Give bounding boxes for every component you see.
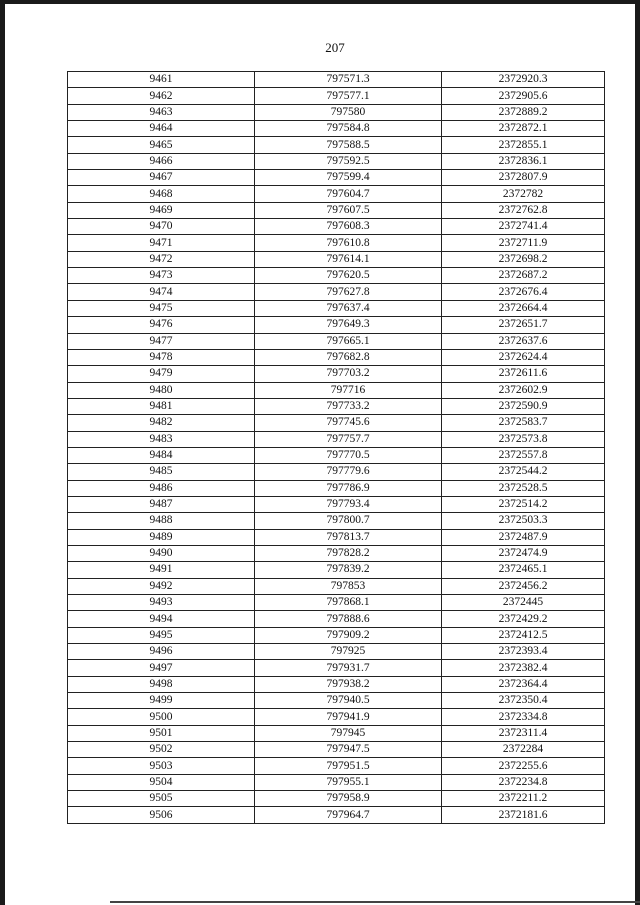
page-number: 207	[325, 40, 345, 55]
y-coordinate-cell: 2372711.9	[442, 235, 605, 251]
y-coordinate-cell: 2372284	[442, 742, 605, 758]
point-number-cell: 9500	[68, 709, 255, 725]
point-number-cell: 9474	[68, 284, 255, 300]
x-coordinate-cell: 797786.9	[255, 480, 442, 496]
y-coordinate-cell: 2372544.2	[442, 464, 605, 480]
y-coordinate-cell: 2372474.9	[442, 545, 605, 561]
table-row	[68, 284, 605, 300]
point-number-cell: 9473	[68, 268, 255, 284]
x-coordinate-cell: 797703.2	[255, 366, 442, 382]
scan-border-left	[0, 0, 5, 905]
y-coordinate-cell: 2372487.9	[442, 529, 605, 545]
x-coordinate-cell: 797940.5	[255, 693, 442, 709]
x-coordinate-cell: 797584.8	[255, 121, 442, 137]
x-coordinate-cell: 797599.4	[255, 170, 442, 186]
y-coordinate-cell: 2372334.8	[442, 709, 605, 725]
table-row	[68, 382, 605, 398]
table-row	[68, 660, 605, 676]
point-number-cell: 9499	[68, 693, 255, 709]
x-coordinate-cell: 797813.7	[255, 529, 442, 545]
x-coordinate-cell: 797682.8	[255, 349, 442, 365]
table-row	[68, 88, 605, 104]
point-number-cell: 9490	[68, 545, 255, 561]
y-coordinate-cell: 2372234.8	[442, 774, 605, 790]
x-coordinate-cell: 797592.5	[255, 153, 442, 169]
table-row	[68, 431, 605, 447]
point-number-cell: 9495	[68, 627, 255, 643]
y-coordinate-cell: 2372602.9	[442, 382, 605, 398]
table-row	[68, 300, 605, 316]
y-coordinate-cell: 2372905.6	[442, 88, 605, 104]
y-coordinate-cell: 2372181.6	[442, 807, 605, 823]
x-coordinate-cell: 797958.9	[255, 791, 442, 807]
table-row	[68, 366, 605, 382]
point-number-cell: 9484	[68, 447, 255, 463]
x-coordinate-cell: 797716	[255, 382, 442, 398]
y-coordinate-cell: 2372807.9	[442, 170, 605, 186]
y-coordinate-cell: 2372651.7	[442, 317, 605, 333]
y-coordinate-cell: 2372762.8	[442, 202, 605, 218]
table-row	[68, 219, 605, 235]
y-coordinate-cell: 2372583.7	[442, 415, 605, 431]
x-coordinate-cell: 797828.2	[255, 545, 442, 561]
point-number-cell: 9494	[68, 611, 255, 627]
y-coordinate-cell: 2372637.6	[442, 333, 605, 349]
table-row	[68, 415, 605, 431]
x-coordinate-cell: 797607.5	[255, 202, 442, 218]
table-row	[68, 807, 605, 823]
x-coordinate-cell: 797853	[255, 578, 442, 594]
point-number-cell: 9479	[68, 366, 255, 382]
y-coordinate-cell: 2372528.5	[442, 480, 605, 496]
x-coordinate-cell: 797951.5	[255, 758, 442, 774]
point-number-cell: 9489	[68, 529, 255, 545]
x-coordinate-cell: 797770.5	[255, 447, 442, 463]
table-row	[68, 725, 605, 741]
y-coordinate-cell: 2372211.2	[442, 791, 605, 807]
table-row	[68, 153, 605, 169]
table-row	[68, 235, 605, 251]
x-coordinate-cell: 797665.1	[255, 333, 442, 349]
x-coordinate-cell: 797649.3	[255, 317, 442, 333]
point-number-cell: 9482	[68, 415, 255, 431]
point-number-cell: 9502	[68, 742, 255, 758]
x-coordinate-cell: 797610.8	[255, 235, 442, 251]
table-row	[68, 545, 605, 561]
point-number-cell: 9496	[68, 644, 255, 660]
y-coordinate-cell: 2372456.2	[442, 578, 605, 594]
coordinates-table-body	[68, 72, 605, 824]
x-coordinate-cell: 797608.3	[255, 219, 442, 235]
table-row	[68, 742, 605, 758]
y-coordinate-cell: 2372412.5	[442, 627, 605, 643]
y-coordinate-cell: 2372624.4	[442, 349, 605, 365]
y-coordinate-cell: 2372429.2	[442, 611, 605, 627]
point-number-cell: 9491	[68, 562, 255, 578]
x-coordinate-cell: 797577.1	[255, 88, 442, 104]
x-coordinate-cell: 797793.4	[255, 496, 442, 512]
table-row	[68, 529, 605, 545]
x-coordinate-cell: 797604.7	[255, 186, 442, 202]
y-coordinate-cell: 2372590.9	[442, 398, 605, 414]
x-coordinate-cell: 797868.1	[255, 595, 442, 611]
y-coordinate-cell: 2372382.4	[442, 660, 605, 676]
scan-border-right	[635, 0, 640, 905]
point-number-cell: 9465	[68, 137, 255, 153]
point-number-cell: 9477	[68, 333, 255, 349]
x-coordinate-cell: 797588.5	[255, 137, 442, 153]
point-number-cell: 9468	[68, 186, 255, 202]
y-coordinate-cell: 2372687.2	[442, 268, 605, 284]
x-coordinate-cell: 797571.3	[255, 72, 442, 88]
point-number-cell: 9471	[68, 235, 255, 251]
y-coordinate-cell: 2372311.4	[442, 725, 605, 741]
table-row	[68, 202, 605, 218]
y-coordinate-cell: 2372573.8	[442, 431, 605, 447]
point-number-cell: 9475	[68, 300, 255, 316]
y-coordinate-cell: 2372836.1	[442, 153, 605, 169]
point-number-cell: 9503	[68, 758, 255, 774]
point-number-cell: 9486	[68, 480, 255, 496]
x-coordinate-cell: 797941.9	[255, 709, 442, 725]
y-coordinate-cell: 2372364.4	[442, 676, 605, 692]
point-number-cell: 9461	[68, 72, 255, 88]
table-row	[68, 496, 605, 512]
table-row	[68, 513, 605, 529]
y-coordinate-cell: 2372664.4	[442, 300, 605, 316]
point-number-cell: 9470	[68, 219, 255, 235]
x-coordinate-cell: 797733.2	[255, 398, 442, 414]
point-number-cell: 9497	[68, 660, 255, 676]
x-coordinate-cell: 797637.4	[255, 300, 442, 316]
point-number-cell: 9483	[68, 431, 255, 447]
y-coordinate-cell: 2372503.3	[442, 513, 605, 529]
point-number-cell: 9488	[68, 513, 255, 529]
point-number-cell: 9467	[68, 170, 255, 186]
point-number-cell: 9472	[68, 251, 255, 267]
table-row	[68, 121, 605, 137]
x-coordinate-cell: 797614.1	[255, 251, 442, 267]
point-number-cell: 9476	[68, 317, 255, 333]
y-coordinate-cell: 2372920.3	[442, 72, 605, 88]
point-number-cell: 9469	[68, 202, 255, 218]
y-coordinate-cell: 2372445	[442, 595, 605, 611]
x-coordinate-cell: 797839.2	[255, 562, 442, 578]
x-coordinate-cell: 797947.5	[255, 742, 442, 758]
x-coordinate-cell: 797955.1	[255, 774, 442, 790]
table-row	[68, 170, 605, 186]
y-coordinate-cell: 2372855.1	[442, 137, 605, 153]
x-coordinate-cell: 797945	[255, 725, 442, 741]
table-row	[68, 317, 605, 333]
coordinates-table	[67, 71, 605, 824]
table-row	[68, 709, 605, 725]
point-number-cell: 9501	[68, 725, 255, 741]
x-coordinate-cell: 797909.2	[255, 627, 442, 643]
table-row	[68, 137, 605, 153]
y-coordinate-cell: 2372465.1	[442, 562, 605, 578]
table-row	[68, 611, 605, 627]
x-coordinate-cell: 797925	[255, 644, 442, 660]
table-row	[68, 447, 605, 463]
point-number-cell: 9462	[68, 88, 255, 104]
table-row	[68, 186, 605, 202]
table-row	[68, 595, 605, 611]
y-coordinate-cell: 2372676.4	[442, 284, 605, 300]
table-row	[68, 268, 605, 284]
point-number-cell: 9493	[68, 595, 255, 611]
x-coordinate-cell: 797757.7	[255, 431, 442, 447]
x-coordinate-cell: 797627.8	[255, 284, 442, 300]
point-number-cell: 9506	[68, 807, 255, 823]
table-row	[68, 758, 605, 774]
table-row	[68, 333, 605, 349]
table-row	[68, 774, 605, 790]
table-row	[68, 562, 605, 578]
y-coordinate-cell: 2372889.2	[442, 104, 605, 120]
y-coordinate-cell: 2372872.1	[442, 121, 605, 137]
scan-border-top	[0, 0, 640, 4]
table-row	[68, 72, 605, 88]
x-coordinate-cell: 797888.6	[255, 611, 442, 627]
table-row	[68, 791, 605, 807]
point-number-cell: 9487	[68, 496, 255, 512]
point-number-cell: 9504	[68, 774, 255, 790]
y-coordinate-cell: 2372393.4	[442, 644, 605, 660]
table-row	[68, 644, 605, 660]
x-coordinate-cell: 797779.6	[255, 464, 442, 480]
y-coordinate-cell: 2372255.6	[442, 758, 605, 774]
point-number-cell: 9480	[68, 382, 255, 398]
point-number-cell: 9463	[68, 104, 255, 120]
point-number-cell: 9492	[68, 578, 255, 594]
point-number-cell: 9481	[68, 398, 255, 414]
scan-border-bottom	[110, 901, 640, 903]
point-number-cell: 9498	[68, 676, 255, 692]
x-coordinate-cell: 797800.7	[255, 513, 442, 529]
y-coordinate-cell: 2372782	[442, 186, 605, 202]
point-number-cell: 9466	[68, 153, 255, 169]
x-coordinate-cell: 797745.6	[255, 415, 442, 431]
table-row	[68, 349, 605, 365]
table-row	[68, 464, 605, 480]
y-coordinate-cell: 2372741.4	[442, 219, 605, 235]
table-row	[68, 693, 605, 709]
table-row	[68, 398, 605, 414]
table-row	[68, 627, 605, 643]
x-coordinate-cell: 797964.7	[255, 807, 442, 823]
table-row	[68, 251, 605, 267]
y-coordinate-cell: 2372514.2	[442, 496, 605, 512]
point-number-cell: 9505	[68, 791, 255, 807]
point-number-cell: 9464	[68, 121, 255, 137]
point-number-cell: 9478	[68, 349, 255, 365]
y-coordinate-cell: 2372611.6	[442, 366, 605, 382]
x-coordinate-cell: 797620.5	[255, 268, 442, 284]
table-row	[68, 676, 605, 692]
x-coordinate-cell: 797580	[255, 104, 442, 120]
x-coordinate-cell: 797938.2	[255, 676, 442, 692]
point-number-cell: 9485	[68, 464, 255, 480]
table-row	[68, 480, 605, 496]
table-row	[68, 104, 605, 120]
y-coordinate-cell: 2372350.4	[442, 693, 605, 709]
x-coordinate-cell: 797931.7	[255, 660, 442, 676]
y-coordinate-cell: 2372698.2	[442, 251, 605, 267]
table-row	[68, 578, 605, 594]
y-coordinate-cell: 2372557.8	[442, 447, 605, 463]
